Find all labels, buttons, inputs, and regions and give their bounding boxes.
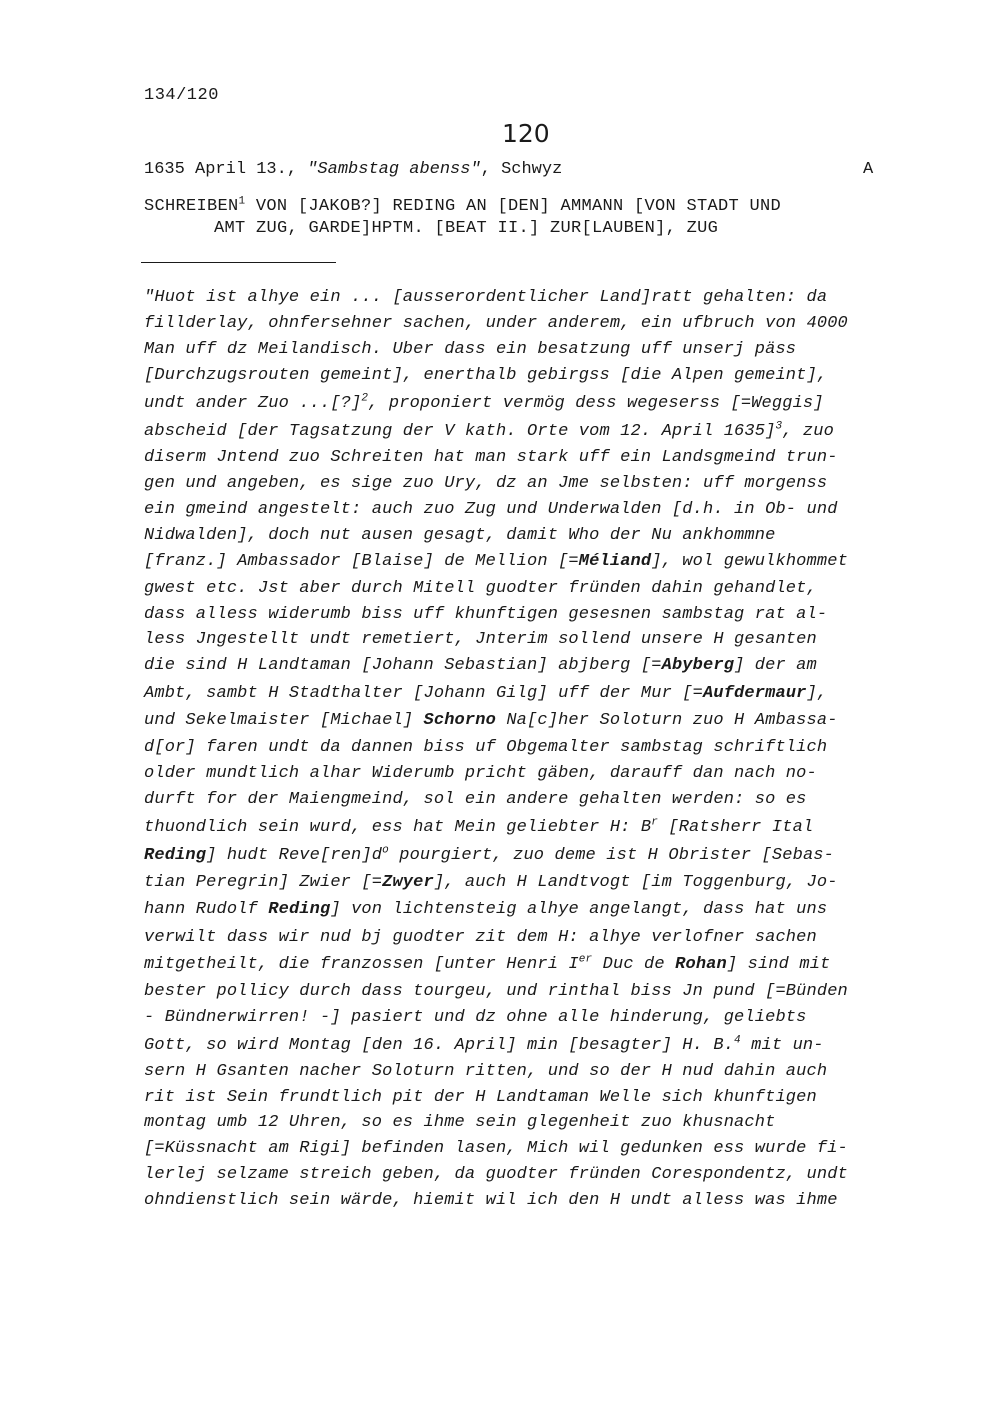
body-line: gen und angeben, es sige zuo Ury, dz an Jme selbsten: uff morgenss xyxy=(144,474,828,493)
body-line: diserm Jntend zuo Schreiten hat man stark uff ein Landsgmeind trun- xyxy=(144,448,838,467)
body-name-bold: Rohan xyxy=(675,955,727,974)
document-number: 120 xyxy=(502,119,550,148)
body-line xyxy=(144,422,834,441)
body-text: Gott, so wird Montag [den 16. April] min [besagter] H. B. xyxy=(144,1036,735,1055)
title-line-2: AMT ZUG, GARDE]HPTM. [BEAT II.] ZUR[LAUBEN], ZUG xyxy=(214,219,719,238)
title-text: SCHREIBEN xyxy=(144,197,239,216)
body-text: abscheid [der Tagsatzung der V kath. Orte vom 12. April 1635] xyxy=(144,422,776,441)
body-line xyxy=(144,684,827,703)
body-text: Na[c]her Soloturn zuo H Ambassa- xyxy=(495,711,838,730)
body-line: older mundtlich alhar Widerumb pricht gäben, darauff dan nach no- xyxy=(144,764,817,783)
body-name-bold: Zwyer xyxy=(382,873,434,892)
body-text: mitgetheilt, die franzossen [unter Henri I xyxy=(144,955,579,974)
body-line: montag umb 12 Uhren, so es ihme sein glegenheit zuo khusnacht xyxy=(144,1113,776,1132)
footnote-marker: 4 xyxy=(734,1034,741,1047)
body-name-bold: Aufdermaur xyxy=(703,684,807,703)
body-line: dass alless widerumb biss uff khunftigen gesesnen sambstag rat al- xyxy=(144,605,828,624)
body-line xyxy=(144,873,838,892)
body-line: sern H Gsanten nacher Soloturn ritten, und so der H nud dahin auch xyxy=(144,1062,828,1081)
body-line: rit ist Sein frundtlich pit der H Landtaman Welle sich khunftigen xyxy=(144,1088,817,1107)
footnote-marker: 1 xyxy=(238,195,246,208)
body-line: durft for der Maiengmeind, sol ein andere gehalten werden: so es xyxy=(144,790,807,809)
body-text: mit un- xyxy=(740,1036,824,1055)
body-name-bold: Reding xyxy=(144,846,207,865)
body-line xyxy=(144,1036,824,1055)
body-line: [=Küssnacht am Rigi] befinden lasen, Mich wil gedunken ess wurde fi- xyxy=(144,1139,848,1158)
body-line: verwilt dass wir nud bj guodter zit dem H: alhye verlofner sachen xyxy=(144,928,817,947)
body-text: ] von lichtensteig alhye angelangt, dass hat uns xyxy=(330,900,828,919)
body-text: [franz.] Ambassador [Blaise] de Mellion [= xyxy=(144,552,579,571)
body-line xyxy=(144,955,830,974)
body-text: undt ander Zuo ...[?] xyxy=(144,394,362,413)
body-text: pourgiert, zuo deme ist H Obrister [Sebas- xyxy=(388,846,834,865)
page-reference: 134/120 xyxy=(144,86,219,105)
title-text: VON [JAKOB?] REDING AN [DEN] AMMANN [VON STADT UND xyxy=(245,197,782,216)
body-line: - Bündnerwirren! -] pasiert und dz ohne alle hinderung, geliebts xyxy=(144,1008,807,1027)
footnote-marker: 3 xyxy=(775,420,783,433)
body-name-bold: Schorno xyxy=(423,711,496,730)
body-line: fillderlay, ohnfersehner sachen, under anderem, ein ufbruch von 4000 xyxy=(144,314,848,333)
body-text: und Sekelmaister [Michael] xyxy=(144,711,424,730)
version-letter: A xyxy=(863,160,874,179)
body-line: less Jngestellt undt remetiert, Jnterim sollend unsere H gesanten xyxy=(144,630,817,649)
superscript: o xyxy=(382,844,389,857)
body-text: ], xyxy=(806,684,828,703)
superscript: er xyxy=(578,953,593,966)
body-line xyxy=(144,656,817,675)
body-text: ] der am xyxy=(734,656,817,675)
body-line: Nidwalden], doch nut ausen gesagt, damit Who der Nu ankhommne xyxy=(144,526,776,545)
body-text: Ambt, sambt H Stadthalter [Johann Gilg] uff der Mur [= xyxy=(144,684,703,703)
body-line: gwest etc. Jst aber durch Mitell guodter fründen dahin gehandlet, xyxy=(144,579,817,598)
body-text: die sind H Landtaman [Johann Sebastian] abjberg [= xyxy=(144,656,662,675)
title-line-1 xyxy=(144,197,781,216)
body-text: tian Peregrin] Zwier [= xyxy=(144,873,383,892)
body-text: ], auch H Landtvogt [im Toggenburg, Jo- xyxy=(433,873,838,892)
body-text: , proponiert vermög dess wegeserss [=Weggis] xyxy=(368,394,824,413)
body-text: Duc de xyxy=(592,955,676,974)
body-text: [Ratsherr Ital xyxy=(658,818,814,837)
body-line xyxy=(144,818,813,837)
body-line: bester pollicy durch dass tourgeu, und rinthal biss Jn pund [=Bünden xyxy=(144,982,848,1001)
body-line xyxy=(144,900,827,919)
superscript: r xyxy=(651,816,658,829)
body-name-bold: Abyberg xyxy=(661,656,735,675)
body-text: thuondlich sein wurd, ess hat Mein geliebter H: B xyxy=(144,818,652,837)
body-name-bold: Reding xyxy=(268,900,331,919)
body-line xyxy=(144,846,834,865)
body-line xyxy=(144,552,848,571)
body-text: hann Rudolf xyxy=(144,900,269,919)
date-line xyxy=(144,160,562,179)
body-text: ], wol gewulkhommet xyxy=(651,552,848,571)
body-line xyxy=(144,394,824,413)
body-text: , zuo xyxy=(782,422,834,441)
body-line: "Huot ist alhye ein ... [ausserordentlicher Land]ratt gehalten: da xyxy=(144,288,828,307)
body-text: ] sind mit xyxy=(726,955,831,974)
section-divider xyxy=(141,262,336,263)
date-quote: "Sambstag abenss" xyxy=(307,160,481,179)
body-name-bold: Méliand xyxy=(578,552,652,571)
footnote-marker: 2 xyxy=(361,392,369,405)
body-line: ein gmeind angestelt: auch zuo Zug und Underwalden [d.h. in Ob- und xyxy=(144,500,838,519)
body-line: [Durchzugsrouten gemeint], enerthalb gebirgss [die Alpen gemeint], xyxy=(144,366,828,385)
date-text: 1635 April 13., xyxy=(144,160,308,179)
body-line: ohndienstlich sein wärde, hiemit wil ich den H undt alless was ihme xyxy=(144,1191,838,1210)
body-line: lerlej selzame streich geben, da guodter fründen Corespondentz, undt xyxy=(144,1165,848,1184)
date-place: , Schwyz xyxy=(480,160,563,179)
body-line: d[or] faren undt da dannen biss uf Obgemalter sambstag schriftlich xyxy=(144,738,828,757)
body-line xyxy=(144,711,838,730)
body-line: Man uff dz Meilandisch. Uber dass ein besatzung uff unserj päss xyxy=(144,340,797,359)
body-text: ] hudt Reve[ren]d xyxy=(206,846,383,865)
